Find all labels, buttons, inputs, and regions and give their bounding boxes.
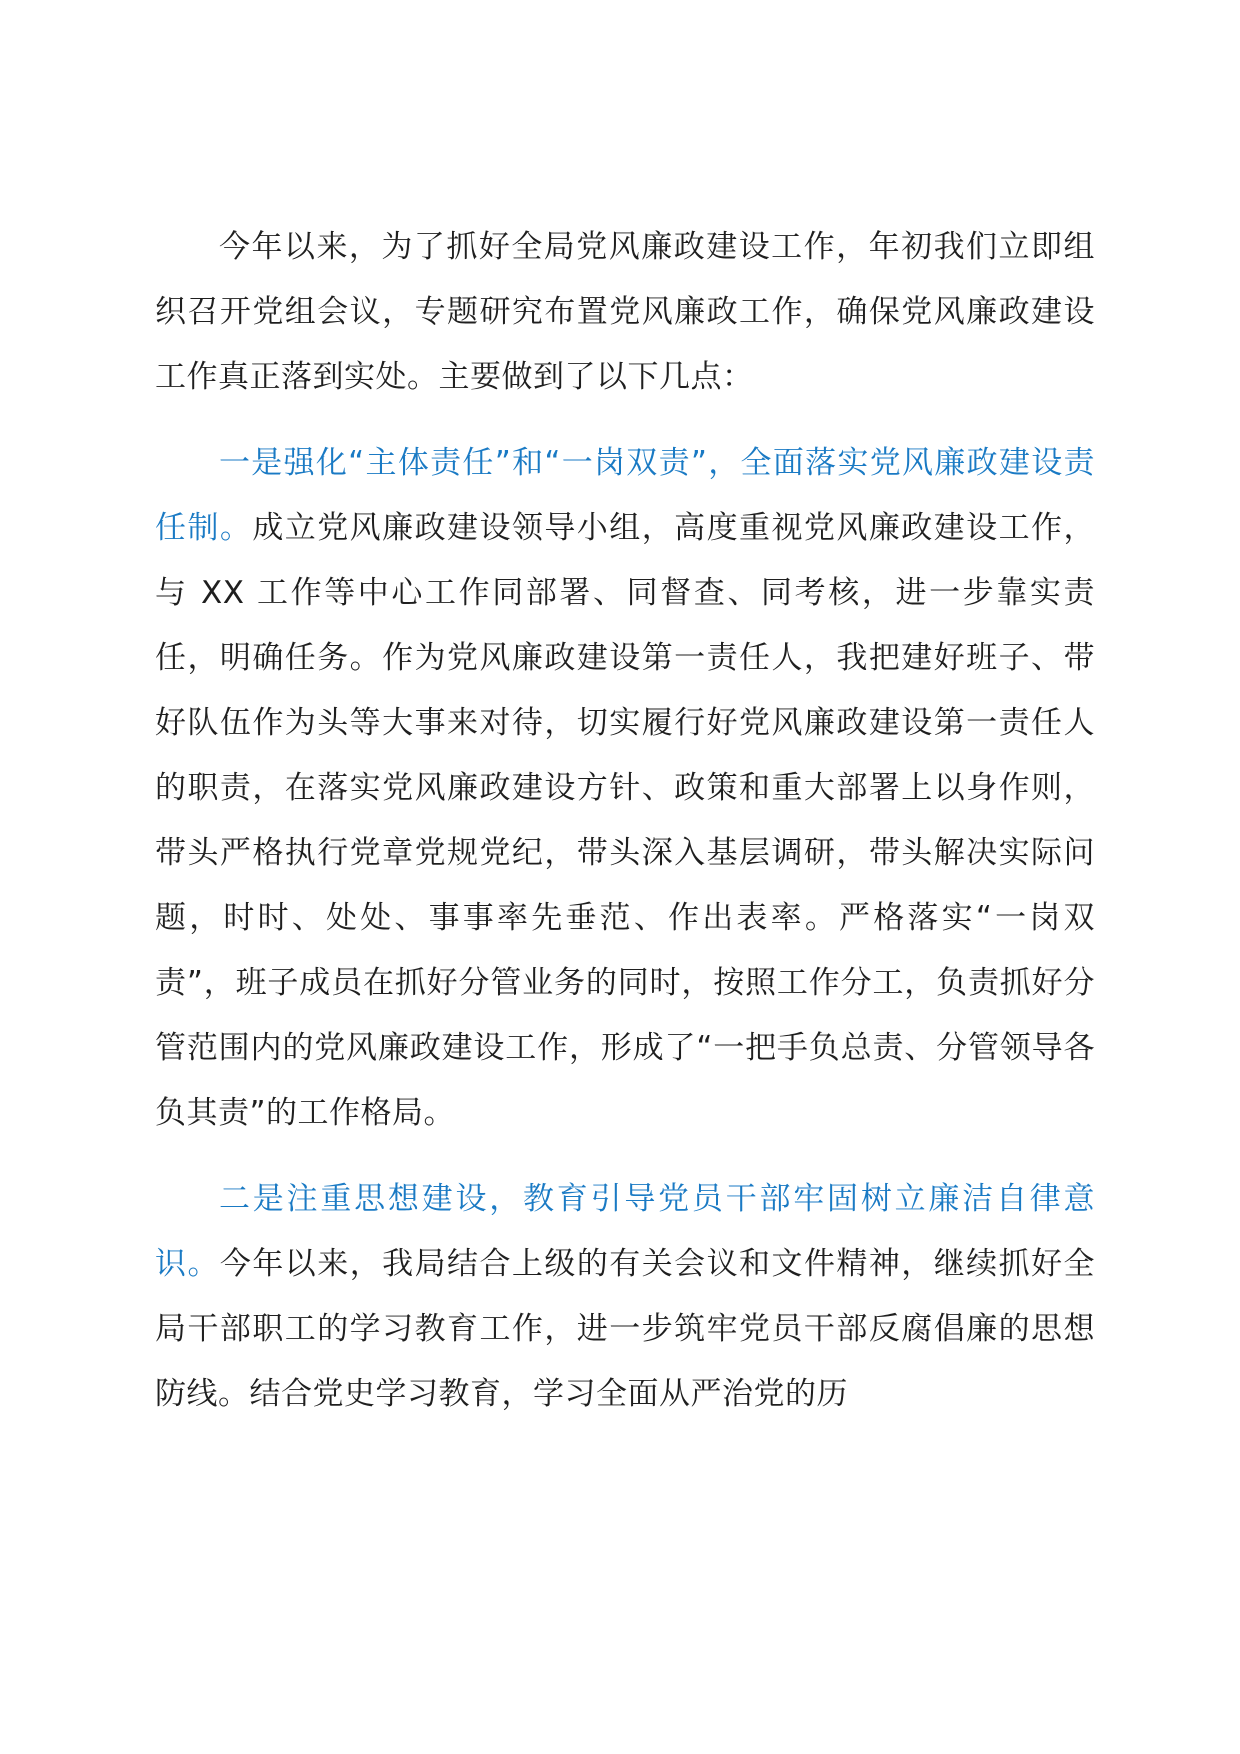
point-body-2: 今年以来，我局结合上级的有关会议和文件精神，继续抓好全局干部职工的学习教育工作，进一步筑牢党员干部反腐倡廉的思想防线。结合党史学习教育，学习全面从严治党的历 <box>155 1246 1096 1412</box>
point-body-1: 成立党风廉政建设领导小组，高度重视党风廉政建设工作，与 XX 工作等中心工作同部署、同督查、同考核，进一步靠实责任，明确任务。作为党风廉政建设第一责任人，我把建好班子、带好队伍作为头等大事来对待，切实履行好党风廉政建设第一责任人的职责，在落实党风廉政建设方针、政策和重大部署上以身作则，带头严格执行党章党规党纪，带头深入基层调研，带头解决实际问题，时时、处处、事事率先垂范、作出表率。严格落实“一岗双责”，班子成员在抓好分管业务的同时，按照工作分工，负责抓好分管范围内的党风廉政建设工作，形成了“一把手负总责、分管领导各负其责”的工作格局。 <box>155 510 1096 1131</box>
intro-text: 今年以来，为了抓好全局党风廉政建设工作，年初我们立即组织召开党组会议，专题研究布置党风廉政工作，确保党风廉政建设工作真正落到实处。主要做到了以下几点： <box>155 229 1095 395</box>
intro-paragraph <box>155 215 1095 410</box>
document-body <box>155 215 1095 1427</box>
point-heading-1: 一是强化“主体责任”和“一岗双责”，全面落实党风廉政建设责任制。 <box>155 445 1095 546</box>
point-paragraph-2 <box>155 1167 1095 1427</box>
point-heading-2: 二是注重思想建设，教育引导党员干部牢固树立廉洁自律意识。 <box>155 1181 1095 1282</box>
point-paragraph-1 <box>155 431 1095 1146</box>
